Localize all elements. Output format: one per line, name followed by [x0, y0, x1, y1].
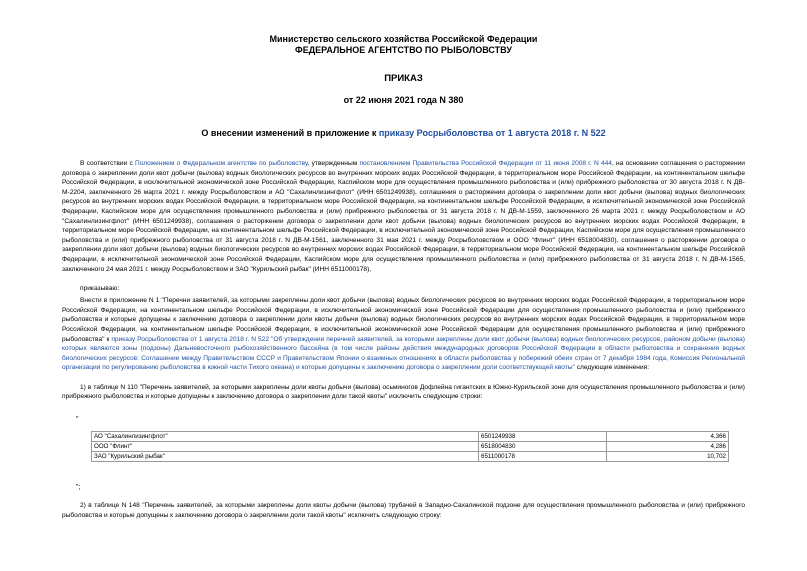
table-row — [92, 432, 729, 442]
resolution-link[interactable]: постановлением Правительства Российской Федерации от 11 июня 2008 г. N 444 — [359, 160, 612, 167]
preamble-text-1: В соответствии с — [80, 160, 135, 167]
share-cell: 4,286 — [607, 442, 729, 452]
order-522-link[interactable]: приказу Росрыболовства от 1 августа 2018 г. N 522 "Об утверждении перечней заявителей, за которыми закреплены доли квот добычи (вылова) водных биологических ресурсов, районом добычи (вылова) которых являются зоны (подзоны) Дальневосточного рыбохозяйственного бассейна (в том числе районы действия международных договоров Российской Федерации в области рыболовства и сохранения водных биологических ресурсов: Соглашение между Правительством СССР и Правительством Японии о взаимных отношениях в области рыболовства у побережий обеих стран от 7 декабря 1984 года, Комиссия Региональной организации по регулированию рыболовства в южной части Тихого океана) и которые допущены к заключению договора о закреплении доли соответствующей квоты" — [62, 335, 745, 372]
inn-cell: 6511000178 — [479, 452, 607, 462]
preamble-paragraph — [62, 159, 745, 274]
share-cell: 4,366 — [607, 432, 729, 442]
preamble-text-3: , на основании соглашения о расторжении договора о закреплении доли квот добычи (вылова) водных биологических ресурсов во внутренних морских водах Российской Федерации, в территориальном море Российской Федерации, на континентальном шельфе Российской Федерации, в исключительной экономической зоне Российской Федерации, Каспийском море для осуществления промышленного рыболовства и (или) прибрежного рыболовства от 30 августа 2018 г. N ДВ-М-2204, заключенного 26 марта 2021 г. между Росрыболовством и АО "Сахалинлизингфлот" (ИНН 6501249938), соглашения о расторжении договора о закреплении доли квот добычи (вылова) водных биологических ресурсов во внутренних морских водах Российской Федерации, в территориальном море Российской Федерации, на континентальном шельфе Российской Федерации, в исключительной экономической зоне Российской Федерации, Каспийском море для осуществления промышленного рыболовства и (или) прибрежного рыболовства от 31 августа 2018 г. N ДВ-М-1559, заключенного 26 марта 2021 г. между Росрыболовством и АО "Сахалинлизингфлот" (ИНН 6501249938), соглашения о расторжении договора о закреплении доли квот добычи (вылова) водных биологических ресурсов во внутренних морских водах Российской Федерации, в территориальном море Российской Федерации, на континентальном шельфе Российской Федерации, в исключительной экономической зоне Российской Федерации, Каспийском море для осуществления промышленного рыболовства и (или) прибрежного рыболовства от 31 августа 2018 г. N ДВ-М-1561, заключенного 31 мая 2021 г. между Росрыболовством и ООО "Флинт" (ИНН 6518004830), соглашения о расторжении договора о закреплении доли квот добычи (вылова) водных биологических ресурсов во внутренних морских водах Российской Федерации, в территориальном море Российской Федерации, на континентальном шельфе Российской Федерации, в исключительной экономической зоне Российской Федерации, Каспийском море для осуществления промышленного рыболовства и (или) прибрежного рыболовства от 31 августа 2018 г. N ДВ-М-1565, заключенного 24 мая 2021 г. между Росрыболовством и ЗАО "Курильский рыбак" (ИНН 6511000178), — [62, 160, 745, 273]
company-cell: ЗАО "Курильский рыбак" — [92, 452, 479, 462]
amendment-text-2: следующие изменения: — [574, 364, 650, 372]
item-2-paragraph: 2) в таблице N 148 "Перечень заявителей, за которыми закреплены доли квоты добычи (вылова) трубачей в Западно-Сахалинской подзоне для осуществления промышленного рыболовства и (или) прибрежного рыболовства и которые допущены к заключению договора о закреплении доли такой квоты" исключить следующую строку: — [62, 502, 745, 519]
document-date-number: от 22 июня 2021 года N 380 — [343, 95, 464, 105]
subject-text: О внесении изменений в приложение к — [201, 128, 379, 138]
agency-name: ФЕДЕРАЛЬНОЕ АГЕНТСТВО ПО РЫБОЛОВСТВУ — [295, 45, 512, 55]
amendment-paragraph — [62, 296, 745, 373]
inn-cell: 6501249938 — [479, 432, 607, 442]
item-1-paragraph: 1) в таблице N 110 "Перечень заявителей, за которыми закреплены доли квоты добычи (вылова) осьминогов Дофлейна гигантских в Южно-Курильской зоне для осуществления промышленного рыболовства и (или) прибрежного рыболовства и которые допущены к заключению договора о закреплении доли такой квоты" исключить следующие строки: — [62, 383, 745, 401]
share-cell: 10,702 — [607, 452, 729, 462]
ministry-name: Министерство сельского хозяйства Российской Федерации — [269, 34, 538, 44]
quote-close: "; — [76, 484, 81, 492]
decree-word: приказываю: — [80, 285, 120, 293]
document-subject — [62, 128, 745, 139]
excluded-rows-table — [91, 431, 729, 462]
company-cell: ООО "Флинт" — [92, 442, 479, 452]
preamble-text-2: , утвержденным — [307, 160, 360, 167]
inn-cell: 6518004830 — [479, 442, 607, 452]
company-cell: АО "Сахалинлизингфлот" — [92, 432, 479, 442]
subject-order-link[interactable]: приказу Росрыболовства от 1 августа 2018 г. N 522 — [378, 128, 606, 138]
document-type: ПРИКАЗ — [384, 73, 423, 84]
table-row — [92, 442, 729, 452]
amendment-text-1: Внести в приложение N 1 "Перечни заявителей, за которыми закреплены доли квот добычи (вылова) водных биологических ресурсов во внутренних морских водах Российской Федерации, в территориальном море Российской Федерации, на континентальном шельфе Российской Федерации, в исключительной экономической зоне Российской Федерации для осуществления промышленного рыболовства и (или) прибрежного рыболовства и которые допущены к заключению договора о закреплении доли квоты добычи (вылова) водных биологических ресурсов во внутренних морских водах Российской Федерации, в территориальном море Российской Федерации, на континентальном шельфе Российской Федерации, в исключительной экономической зоне Российской Федерации для осуществления промышленного рыболовства и (или) прибрежного рыболовства" к — [62, 297, 745, 343]
regulation-link[interactable]: Положением о Федеральном агентстве по рыболовству — [135, 160, 308, 167]
table-row — [92, 452, 729, 462]
quote-open: " — [76, 416, 79, 424]
